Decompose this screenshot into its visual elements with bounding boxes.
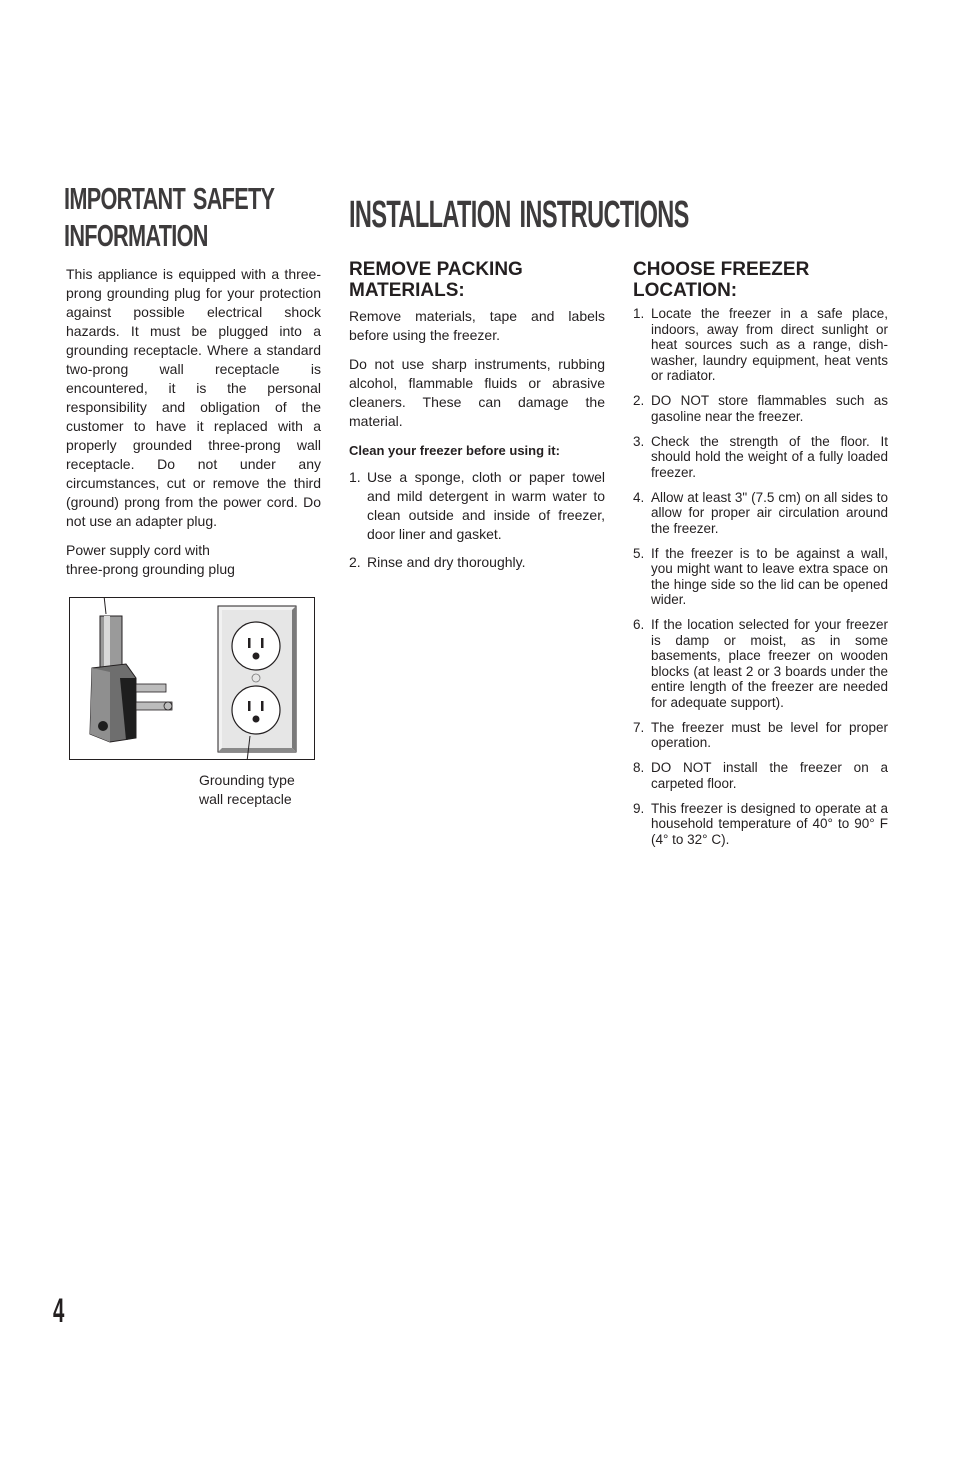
- remove-para-2: Do not use sharp instruments, rubbing alcohol, flammable fluids or abrasive cleaners. These can damage the material.: [349, 356, 605, 429]
- step-number: 3.: [633, 433, 645, 449]
- step-number: 5.: [633, 545, 645, 561]
- safety-title: important safety information: [64, 170, 275, 256]
- remove-packing-section: [349, 307, 605, 581]
- step-number: 1.: [349, 469, 361, 485]
- step-text: Use a sponge, cloth or paper towel and mild detergent in warm water to clean outside and inside of freezer, door liner and gasket.: [367, 469, 605, 542]
- step-text: Locate the freezer in a safe place, indoors, away from direct sunlight or heat sources such as a range, dish-washer, laundry equipment, heat vents or radiator.: [651, 306, 888, 383]
- list-item: [633, 434, 888, 481]
- step-text: DO NOT store flammables such as gasoline near the freezer.: [651, 393, 888, 424]
- cord-caption-line1: Power supply cord with: [66, 542, 210, 558]
- list-item: [633, 720, 888, 751]
- step-text: If the location selected for your freezer is damp or moist, as in some basements, place freezer on wooden blocks (at least 2 or 3 boards under the entire length of the freezer are needed for adequate support).: [651, 617, 888, 710]
- cord-caption-line2: three-prong grounding plug: [66, 561, 235, 577]
- page-number: 4: [53, 1292, 65, 1330]
- step-text: Check the strength of the floor. It should hold the weight of a fully loaded freezer.: [651, 433, 888, 480]
- step-text: Rinse and dry thoroughly.: [367, 554, 526, 570]
- list-item: [349, 468, 605, 544]
- list-item: [633, 306, 888, 384]
- safety-body: This appliance is equipped with a three-prong grounding plug for your protection against possible electrical shock hazards. It must be plugged into a grounding receptacle. Where a standard two-prong wall receptacle is encountered, it is the personal responsibility and obligation of the customer to have it replaced with a properly grounded three-prong wall receptacle. Do not under any circumstances, cut or remove the third (ground) prong from the power cord. Do not use an adapter plug.: [66, 266, 321, 529]
- step-text: DO NOT install the freezer on a carpeted floor.: [651, 760, 888, 791]
- clean-steps-list: [349, 468, 605, 572]
- installation-title: installation instructions: [349, 179, 689, 239]
- step-number: 2.: [633, 393, 645, 408]
- list-item: [633, 801, 888, 848]
- plug-receptacle-diagram: [69, 597, 315, 760]
- remove-para-1: Remove materials, tape and labels before using the freezer.: [349, 308, 605, 343]
- clean-subheading: Clean your freezer before using it:: [349, 443, 560, 458]
- receptacle-caption-line1: Grounding type: [199, 772, 295, 788]
- choose-location-section: [633, 306, 888, 857]
- list-item: [633, 393, 888, 424]
- list-item: [633, 760, 888, 791]
- remove-packing-heading: REMOVE PACKING MATERIALS:: [349, 259, 523, 301]
- list-item: [633, 546, 888, 608]
- step-number: 7.: [633, 719, 645, 735]
- step-number: 6.: [633, 617, 645, 632]
- step-number: 8.: [633, 760, 645, 775]
- step-number: 1.: [633, 306, 645, 321]
- step-text: Allow at least 3" (7.5 cm) on all sides to allow for proper air circulation around the freezer.: [651, 489, 888, 536]
- step-number: 2.: [349, 554, 361, 570]
- step-number: 4.: [633, 489, 645, 505]
- list-item: [633, 490, 888, 537]
- receptacle-caption-line2: wall receptacle: [199, 791, 292, 807]
- step-text: This freezer is designed to operate at a household temperature of 40° to 90° F (4° to 32° C).: [651, 800, 888, 847]
- location-steps-list: [633, 306, 888, 847]
- step-text: The freezer must be level for proper operation.: [651, 719, 888, 750]
- list-item: [349, 553, 605, 572]
- plug-receptacle-illustration: [70, 598, 314, 759]
- step-number: 9.: [633, 800, 645, 816]
- choose-location-heading: CHOOSE FREEZER LOCATION:: [633, 259, 810, 301]
- list-item: [633, 617, 888, 710]
- step-text: If the freezer is to be against a wall, you might want to leave extra space on the hinge side so the lid can be opened wider.: [651, 545, 888, 607]
- receptacle-caption: [199, 771, 319, 809]
- cord-caption: [66, 541, 266, 579]
